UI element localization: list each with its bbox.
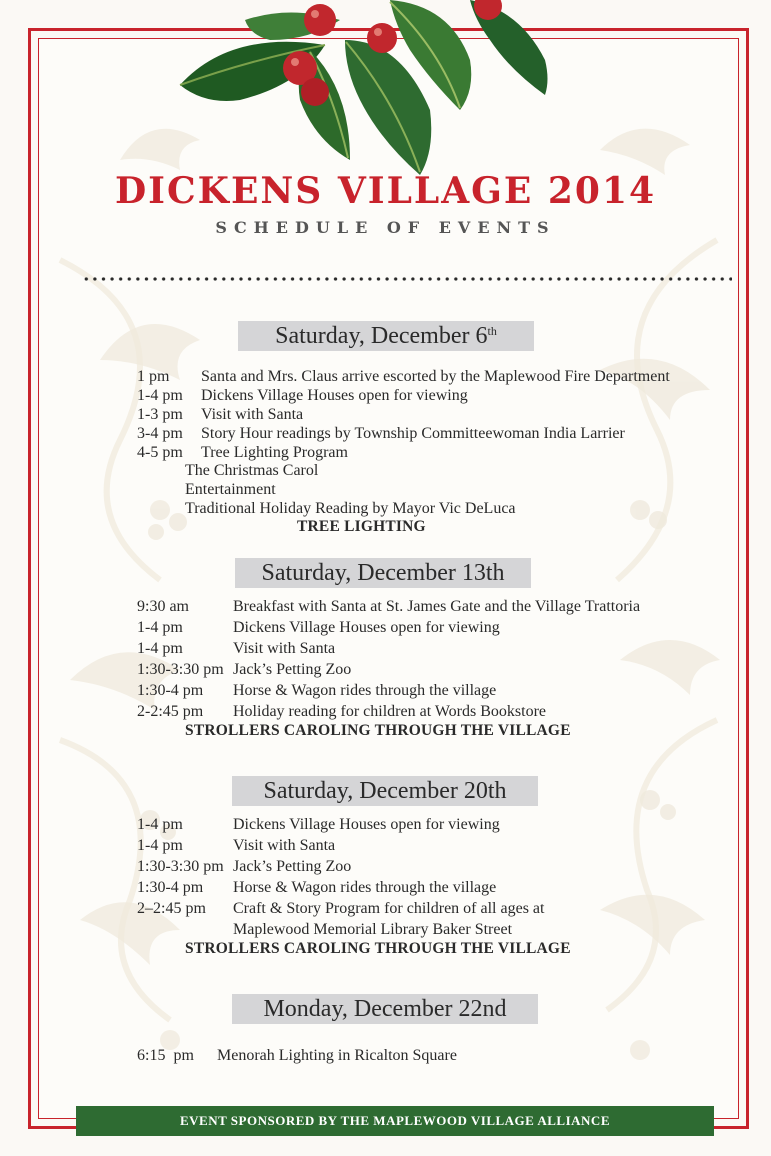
program-sub-item: The Christmas Carol [185, 462, 319, 479]
dotted-divider [82, 277, 732, 281]
day-heading-dec-22: Monday, December 22nd [232, 994, 538, 1024]
page-title: DICKENS VILLAGE 2014 [114, 170, 657, 212]
program-sub-item: Entertainment [185, 481, 276, 498]
sponsor-footer-banner: EVENT SPONSORED BY THE MAPLEWOOD VILLAGE ALLIANCE [76, 1106, 714, 1136]
holly-decoration-image [150, 0, 570, 185]
program-sub-item: Traditional Holiday Reading by Mayor Vic DeLuca [185, 500, 516, 517]
page-subtitle: SCHEDULE OF EVENTS [215, 218, 556, 237]
highlight-tree-lighting: TREE LIGHTING [297, 518, 426, 535]
ordinal-suffix: th [487, 324, 497, 338]
day-heading-dec-13: Saturday, December 13th [235, 558, 531, 588]
event-continuation: Maplewood Memorial Library Baker Street [233, 921, 513, 938]
day-heading-dec-6: Saturday, December 6th [238, 321, 534, 351]
highlight-strollers-caroling: STROLLERS CAROLING THROUGH THE VILLAGE [185, 722, 571, 739]
day-heading-dec-20: Saturday, December 20th [232, 776, 538, 806]
highlight-strollers-caroling: STROLLERS CAROLING THROUGH THE VILLAGE [185, 940, 571, 957]
